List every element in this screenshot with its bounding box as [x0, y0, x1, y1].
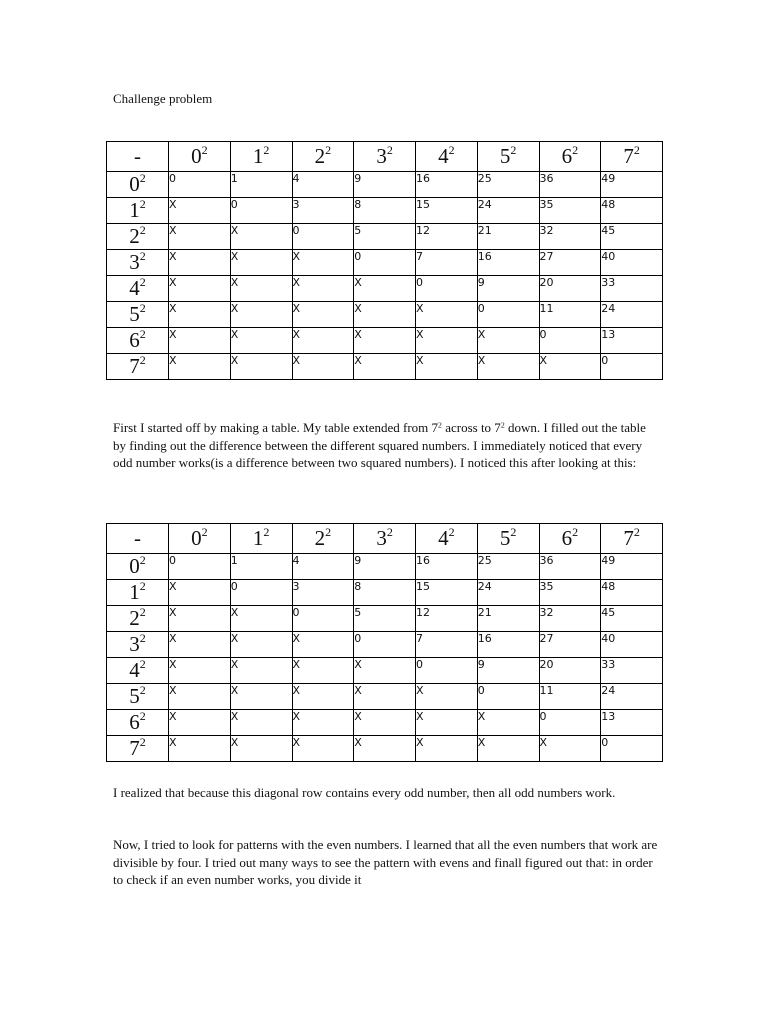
- table-cell: X: [169, 580, 231, 606]
- table-cell: X: [539, 354, 601, 380]
- table-cell: 13: [601, 710, 663, 736]
- table-cell: 0: [169, 554, 231, 580]
- column-header: [230, 524, 292, 554]
- table-cell: 16: [416, 172, 478, 198]
- table-cell: 15: [416, 198, 478, 224]
- column-header: [354, 142, 416, 172]
- table-cell: 5: [354, 606, 416, 632]
- table-cell: 5: [354, 224, 416, 250]
- table-cell: X: [169, 276, 231, 302]
- table-cell: X: [292, 250, 354, 276]
- column-header-exponent: 2: [263, 525, 270, 539]
- column-header: [292, 524, 354, 554]
- row-header-exponent: 2: [139, 553, 146, 567]
- row-header-base: 6: [129, 328, 140, 352]
- table-cell: X: [416, 736, 478, 762]
- table-cell: X: [230, 354, 292, 380]
- row-header-exponent: 2: [139, 709, 146, 723]
- row-header-base: 4: [129, 658, 140, 682]
- row-header: [107, 250, 169, 276]
- row-header-base: 2: [129, 606, 140, 630]
- table-cell: 1: [230, 554, 292, 580]
- table-cell: X: [354, 354, 416, 380]
- table-cell: 24: [601, 684, 663, 710]
- column-header: [292, 142, 354, 172]
- table-cell: X: [230, 736, 292, 762]
- table-cell: 49: [601, 172, 663, 198]
- column-header-exponent: 2: [386, 143, 393, 157]
- table-cell: 0: [292, 224, 354, 250]
- row-header-exponent: 2: [139, 579, 146, 593]
- row-header: [107, 710, 169, 736]
- table-cell: 7: [416, 632, 478, 658]
- table-cell: 3: [292, 580, 354, 606]
- column-header-base: 1: [252, 144, 264, 168]
- page-heading: Challenge problem: [113, 91, 213, 106]
- row-header-exponent: 2: [139, 301, 146, 315]
- table-cell: 0: [354, 250, 416, 276]
- column-header-base: 6: [561, 144, 573, 168]
- column-header-exponent: 2: [448, 525, 455, 539]
- table-cell: X: [292, 658, 354, 684]
- table-row: [107, 172, 663, 198]
- column-header-base: 7: [623, 526, 634, 550]
- table-cell: X: [169, 736, 231, 762]
- row-header-exponent: 2: [139, 631, 146, 645]
- row-header: [107, 328, 169, 354]
- column-header: [601, 142, 663, 172]
- table-cell: 35: [539, 198, 601, 224]
- column-header: [477, 524, 539, 554]
- table-cell: X: [169, 198, 231, 224]
- column-header-base: 7: [623, 144, 634, 168]
- table-cell: X: [416, 354, 478, 380]
- row-header-exponent: 2: [139, 275, 146, 289]
- table-cell: 1: [230, 172, 292, 198]
- table-cell: X: [354, 302, 416, 328]
- table-cell: 20: [539, 658, 601, 684]
- column-header-base: 3: [376, 144, 387, 168]
- table-cell: 21: [477, 224, 539, 250]
- table-cell: X: [354, 328, 416, 354]
- row-header: [107, 658, 169, 684]
- row-header-base: 1: [129, 198, 140, 222]
- row-header: [107, 302, 169, 328]
- row-header: [107, 354, 169, 380]
- table-cell: 0: [416, 276, 478, 302]
- table-cell: 40: [601, 632, 663, 658]
- table-cell: 33: [601, 658, 663, 684]
- table-row: [107, 328, 663, 354]
- table-row: [107, 198, 663, 224]
- table-cell: X: [230, 302, 292, 328]
- table-cell: 27: [539, 632, 601, 658]
- row-header: [107, 632, 169, 658]
- table-cell: 0: [230, 580, 292, 606]
- table-cell: X: [169, 684, 231, 710]
- table-cell: 0: [169, 172, 231, 198]
- table-cell: X: [230, 328, 292, 354]
- table-cell: X: [416, 684, 478, 710]
- table-cell: 8: [354, 198, 416, 224]
- column-header-exponent: 2: [510, 143, 517, 157]
- table-cell: X: [416, 710, 478, 736]
- column-header-base: 2: [314, 144, 326, 168]
- table-row: [107, 250, 663, 276]
- table-row: [107, 658, 663, 684]
- table-cell: 13: [601, 328, 663, 354]
- table-cell: 0: [477, 684, 539, 710]
- row-header-exponent: 2: [139, 657, 146, 671]
- table-cell: X: [354, 658, 416, 684]
- column-header-base: 5: [499, 144, 511, 168]
- column-header-exponent: 2: [572, 143, 579, 157]
- table-cell: X: [169, 658, 231, 684]
- table-cell: 32: [539, 224, 601, 250]
- table-cell: 25: [477, 554, 539, 580]
- table-cell: 7: [416, 250, 478, 276]
- table-cell: 0: [416, 658, 478, 684]
- table-cell: 49: [601, 554, 663, 580]
- column-header-exponent: 2: [633, 525, 640, 539]
- column-header: [477, 142, 539, 172]
- column-header-base: 5: [499, 526, 511, 550]
- table-row: [107, 736, 663, 762]
- row-header: [107, 684, 169, 710]
- column-header-exponent: 2: [510, 525, 517, 539]
- table-cell: 9: [354, 554, 416, 580]
- table-cell: X: [416, 302, 478, 328]
- column-header-exponent: 2: [448, 143, 455, 157]
- table-cell: X: [477, 354, 539, 380]
- row-header-exponent: 2: [139, 735, 146, 749]
- column-header-base: 3: [376, 526, 387, 550]
- row-header: [107, 224, 169, 250]
- column-header: [539, 142, 601, 172]
- row-header-base: 5: [129, 684, 140, 708]
- column-header-base: 1: [252, 526, 264, 550]
- table-cell: 48: [601, 198, 663, 224]
- table-cell: X: [230, 632, 292, 658]
- table-cell: X: [169, 328, 231, 354]
- table-cell: X: [230, 276, 292, 302]
- table-cell: X: [169, 354, 231, 380]
- column-header-exponent: 2: [572, 525, 579, 539]
- table-cell: X: [169, 250, 231, 276]
- table-cell: X: [354, 684, 416, 710]
- paragraph-3: Now, I tried to look for patterns with the even numbers. I learned that all the even numbers that work are divisible by four. I tried out many ways to see the pattern with evens and finall figured out that: in order to check if an even number works, you divide it: [113, 837, 658, 887]
- table-cell: 21: [477, 606, 539, 632]
- table-cell: 16: [477, 250, 539, 276]
- paragraph-2: I realized that because this diagonal row contains every odd number, then all odd numbers work.: [113, 785, 616, 800]
- column-header-base: 4: [438, 526, 449, 550]
- paragraph-1-text-a: First I started off by making a table. My table extended from 7: [113, 420, 439, 435]
- table-row: [107, 554, 663, 580]
- table-row: [107, 354, 663, 380]
- column-header-exponent: 2: [263, 143, 270, 157]
- table-row: [107, 684, 663, 710]
- table-cell: 40: [601, 250, 663, 276]
- row-header-base: 0: [129, 554, 140, 578]
- table-cell: X: [477, 710, 539, 736]
- column-header-exponent: 2: [325, 143, 332, 157]
- table-row: [107, 580, 663, 606]
- column-header-exponent: 2: [325, 525, 332, 539]
- row-header-exponent: 2: [139, 683, 146, 697]
- column-header: [169, 142, 231, 172]
- row-header-exponent: 2: [139, 353, 146, 367]
- table-cell: X: [230, 710, 292, 736]
- table-cell: 48: [601, 580, 663, 606]
- table-cell: 0: [601, 354, 663, 380]
- table-cell: X: [230, 224, 292, 250]
- table-cell: X: [169, 606, 231, 632]
- table-cell: 0: [292, 606, 354, 632]
- table-cell: X: [169, 710, 231, 736]
- row-header: [107, 580, 169, 606]
- table-cell: X: [169, 632, 231, 658]
- column-header-exponent: 2: [201, 143, 208, 157]
- table-row: [107, 632, 663, 658]
- column-header-base: 4: [438, 144, 449, 168]
- table-cell: X: [292, 710, 354, 736]
- table-cell: X: [292, 684, 354, 710]
- column-header-base: 0: [191, 144, 202, 168]
- column-header-base: 6: [561, 526, 573, 550]
- column-header: [169, 524, 231, 554]
- row-header: [107, 554, 169, 580]
- table-cell: 24: [601, 302, 663, 328]
- column-header: [230, 142, 292, 172]
- table-cell: 11: [539, 302, 601, 328]
- table-cell: 36: [539, 172, 601, 198]
- row-header-exponent: 2: [139, 223, 146, 237]
- table-corner-cell: -: [107, 142, 169, 172]
- table-cell: X: [354, 736, 416, 762]
- row-header-base: 1: [129, 580, 140, 604]
- difference-table-1: [106, 141, 663, 380]
- column-header: [601, 524, 663, 554]
- paragraph-1: [113, 419, 658, 472]
- column-header: [539, 524, 601, 554]
- row-header-exponent: 2: [139, 605, 146, 619]
- table-cell: X: [169, 224, 231, 250]
- row-header-base: 5: [129, 302, 140, 326]
- table-cell: X: [230, 606, 292, 632]
- table-row: [107, 302, 663, 328]
- table-cell: 4: [292, 554, 354, 580]
- table-cell: 35: [539, 580, 601, 606]
- row-header: [107, 606, 169, 632]
- row-header-base: 6: [129, 710, 140, 734]
- table-cell: X: [292, 354, 354, 380]
- table-cell: 0: [477, 302, 539, 328]
- table-row: [107, 606, 663, 632]
- row-header-exponent: 2: [139, 197, 146, 211]
- table-cell: 4: [292, 172, 354, 198]
- table-cell: X: [354, 276, 416, 302]
- table-cell: X: [477, 736, 539, 762]
- table-header-row: [107, 524, 663, 554]
- table-cell: 45: [601, 224, 663, 250]
- column-header-exponent: 2: [201, 525, 208, 539]
- table-cell: 16: [477, 632, 539, 658]
- table-cell: X: [230, 658, 292, 684]
- table-cell: 3: [292, 198, 354, 224]
- column-header-exponent: 2: [633, 143, 640, 157]
- row-header: [107, 736, 169, 762]
- table-cell: X: [416, 328, 478, 354]
- table-cell: 24: [477, 198, 539, 224]
- row-header: [107, 172, 169, 198]
- table-cell: X: [354, 710, 416, 736]
- column-header-base: 0: [191, 526, 202, 550]
- table-cell: 12: [416, 224, 478, 250]
- table-row: [107, 276, 663, 302]
- table-cell: 11: [539, 684, 601, 710]
- table-row: [107, 710, 663, 736]
- table-cell: X: [477, 328, 539, 354]
- row-header-base: 7: [129, 354, 140, 378]
- paragraph-1-text-c: down. I filled out the table by finding out the difference between the different squared numbers. I immediately noticed that every odd number works(is a difference between two squared numbers). I noticed this after looking at this:: [113, 420, 646, 470]
- table-cell: 27: [539, 250, 601, 276]
- table-cell: X: [292, 302, 354, 328]
- table-cell: 15: [416, 580, 478, 606]
- column-header: [354, 524, 416, 554]
- table-cell: 0: [354, 632, 416, 658]
- row-header-exponent: 2: [139, 327, 146, 341]
- difference-table-2: [106, 523, 663, 762]
- table-cell: 12: [416, 606, 478, 632]
- row-header-base: 2: [129, 224, 140, 248]
- table-cell: X: [292, 328, 354, 354]
- row-header-base: 7: [129, 736, 140, 760]
- table-cell: 33: [601, 276, 663, 302]
- column-header-exponent: 2: [386, 525, 393, 539]
- table-cell: 25: [477, 172, 539, 198]
- paragraph-1-exponent-a: 2: [438, 420, 442, 430]
- column-header: [416, 142, 478, 172]
- table-cell: 0: [230, 198, 292, 224]
- table-cell: 9: [354, 172, 416, 198]
- table-cell: 0: [601, 736, 663, 762]
- table-cell: X: [292, 736, 354, 762]
- table-header-row: [107, 142, 663, 172]
- table-cell: X: [230, 684, 292, 710]
- table-cell: X: [292, 632, 354, 658]
- table-cell: X: [169, 302, 231, 328]
- table-cell: 0: [539, 328, 601, 354]
- row-header-exponent: 2: [139, 171, 146, 185]
- column-header: [416, 524, 478, 554]
- table-cell: 9: [477, 276, 539, 302]
- row-header-base: 3: [129, 632, 140, 656]
- table-cell: 9: [477, 658, 539, 684]
- table-cell: 0: [539, 710, 601, 736]
- row-header-exponent: 2: [139, 249, 146, 263]
- table-cell: 24: [477, 580, 539, 606]
- table-cell: X: [539, 736, 601, 762]
- row-header: [107, 198, 169, 224]
- table-cell: 8: [354, 580, 416, 606]
- row-header: [107, 276, 169, 302]
- table-cell: 16: [416, 554, 478, 580]
- table-cell: 45: [601, 606, 663, 632]
- row-header-base: 3: [129, 250, 140, 274]
- paragraph-1-exponent-b: 2: [500, 420, 505, 430]
- table-cell: X: [230, 250, 292, 276]
- row-header-base: 4: [129, 276, 140, 300]
- table-cell: 32: [539, 606, 601, 632]
- column-header-base: 2: [314, 526, 326, 550]
- paragraph-1-text-b: across to 7: [441, 420, 501, 435]
- table-cell: 36: [539, 554, 601, 580]
- table-cell: 20: [539, 276, 601, 302]
- table-cell: X: [292, 276, 354, 302]
- table-corner-cell: -: [107, 524, 169, 554]
- table-row: [107, 224, 663, 250]
- row-header-base: 0: [129, 172, 140, 196]
